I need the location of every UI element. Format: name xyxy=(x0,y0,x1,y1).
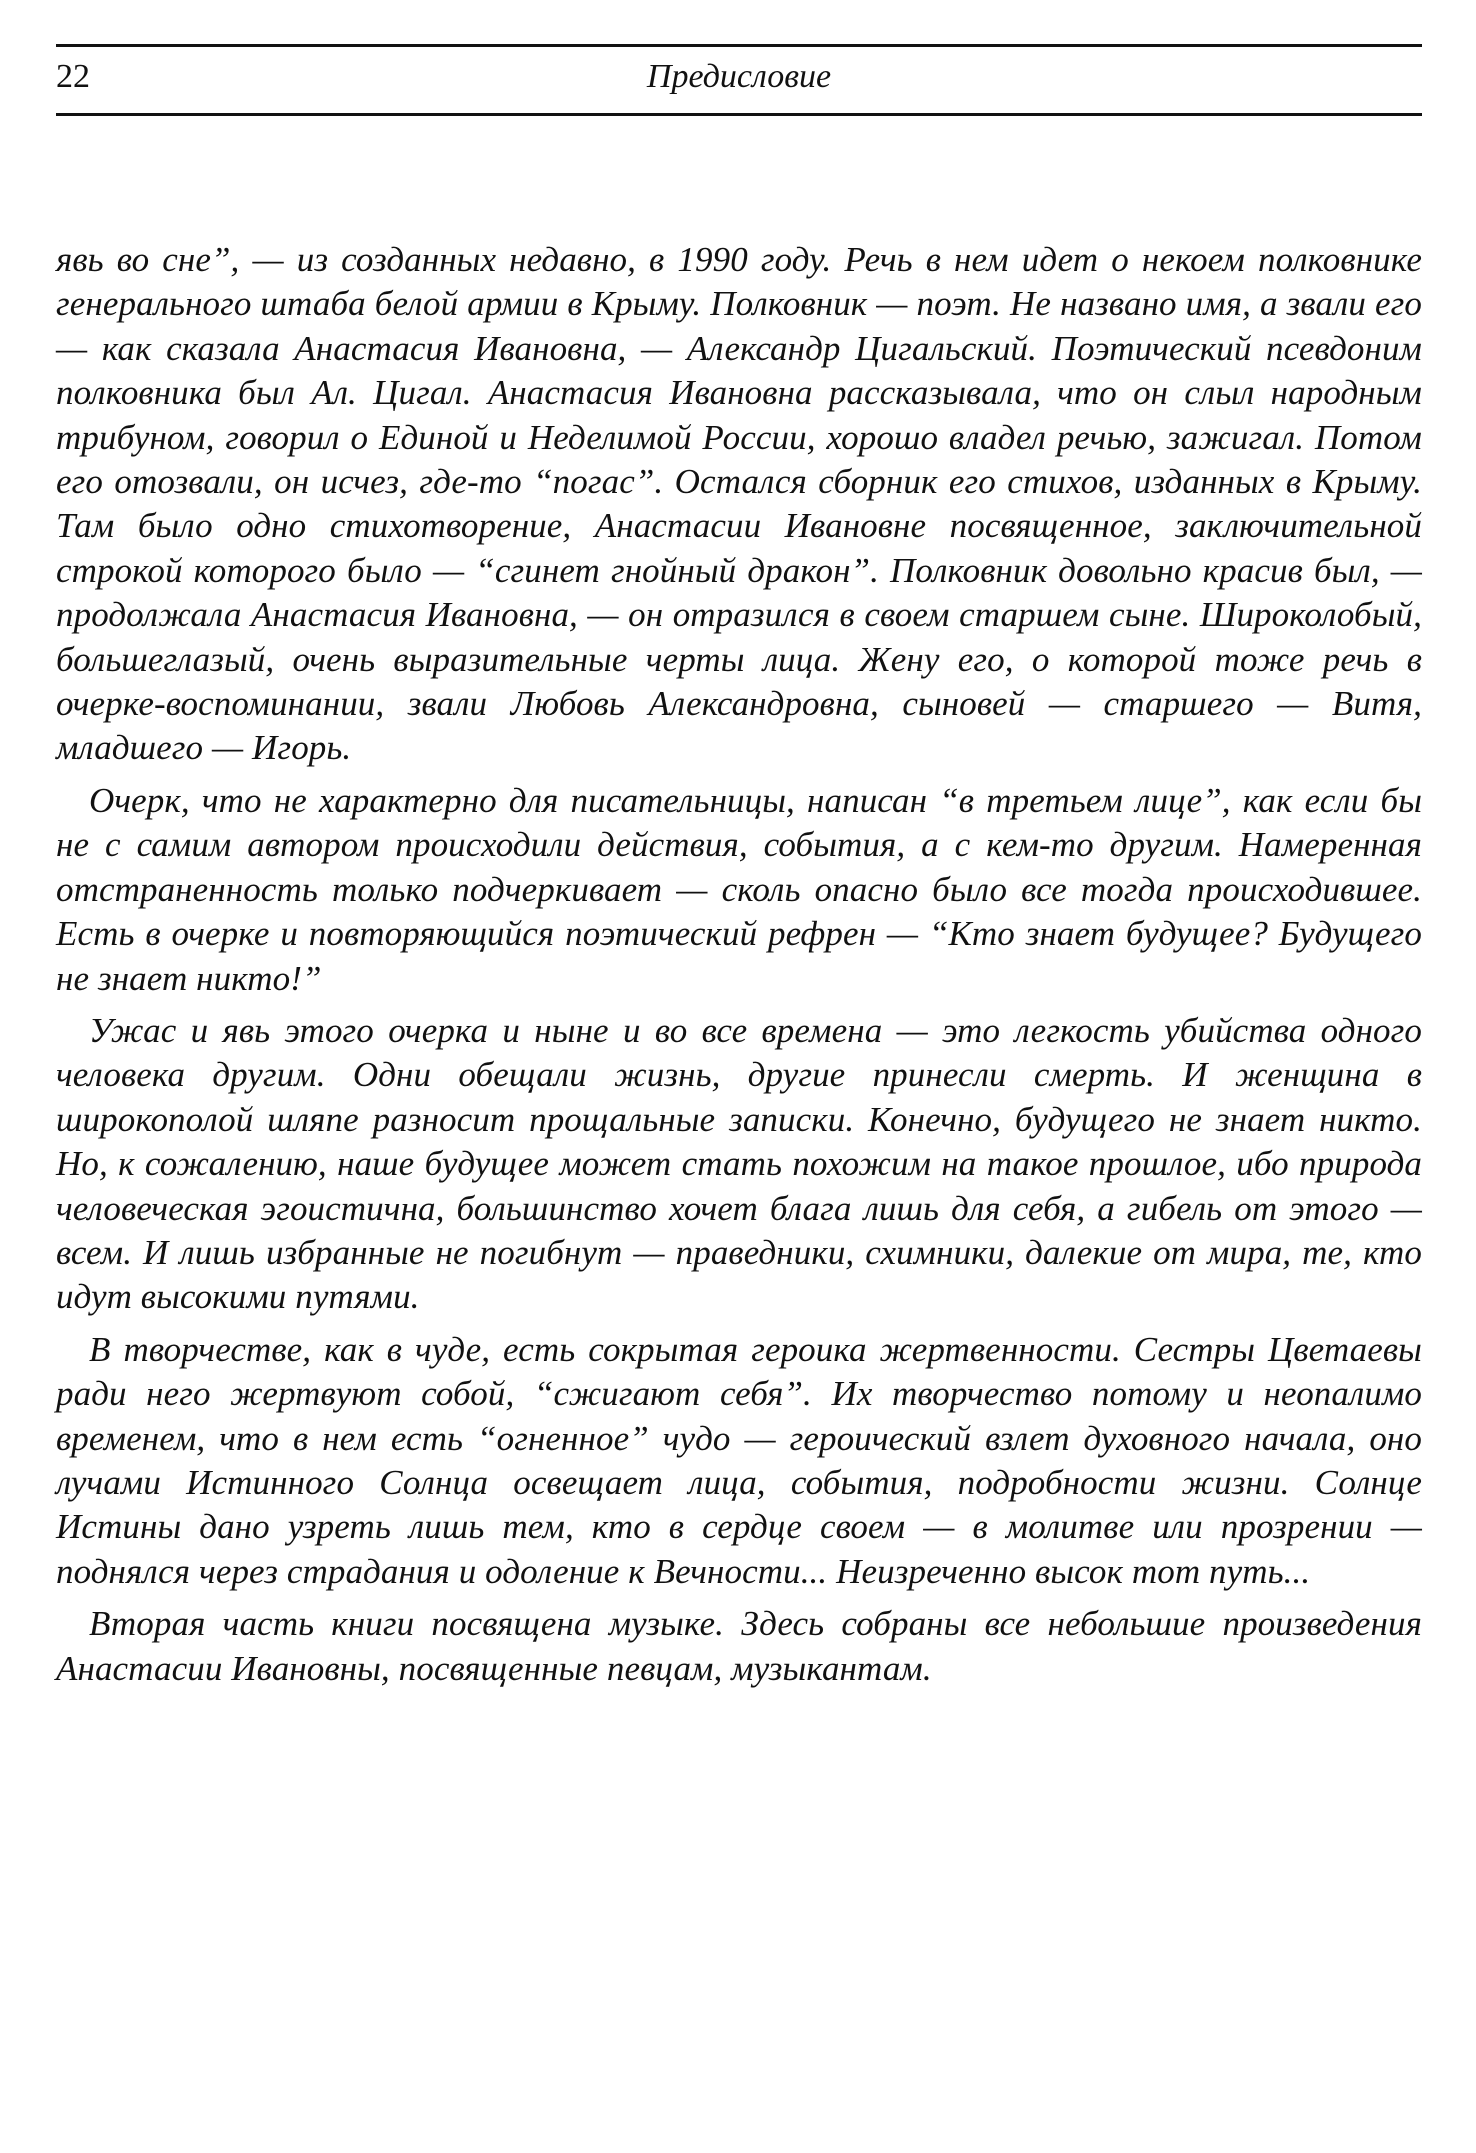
paragraph-1: явь во сне”, — из созданных недавно, в 1990 году. Речь в нем идет о некоем полковнике генерального штаба белой армии в Крыму. Полковник — поэт. Не названо имя, а звали его — как сказала Анастасия Ивановна, — Александр Цигальский. Поэтический псевдоним полковника был Ал. Цигал. Анастасия Ивановна рассказывала, что он слыл народным трибуном, говорил о Единой и Неделимой России, хорошо владел речью, зажигал. Потом его отозвали, он исчез, где-то “погас”. Остался сборник его стихов, изданных в Крыму. Там было одно стихотворение, Анастасии Ивановне посвященное, заключительной строкой которого было — “сгинет гнойный дракон”. Полковник довольно красив был, — продолжала Анастасия Ивановна, — он отразился в своем старшем сыне. Широколобый, большеглазый, очень выразительные черты лица. Жену его, о которой тоже речь в очерке-воспоминании, звали Любовь Александровна, сыновей — старшего — Витя, младшего — Игорь. xyxy=(56,240,1422,768)
running-title: Предисловие xyxy=(646,58,832,95)
paragraph-5: Вторая часть книги посвящена музыке. Здесь собраны все небольшие произведения Анастасии Ивановны, посвященные певцам, музыкантам. xyxy=(56,1604,1422,1688)
paragraph-4: В творчестве, как в чуде, есть сокрытая героика жертвенности. Сестры Цветаевы ради него жертвуют собой, “сжигают себя”. Их творчество потому и неопалимо временем, что в нем есть “огненное” чудо — героический взлет духовного начала, оно лучами Истинного Солнца освещает лица, события, подробности жизни. Солнце Истины дано узреть лишь тем, кто в сердце своем — в молитве или прозрении — поднялся через страдания и одоление к Вечности... Неизреченно высок тот путь... xyxy=(56,1329,1422,1591)
paragraph-2: Очерк, что не характерно для писательницы, написан “в третьем лице”, как если бы не с самим автором происходили действия, события, а с кем-то другим. Намеренная отстраненность только подчеркивает — сколь опасно было все тогда происходившее. Есть в очерке и повторяющийся поэтический рефрен — “Кто знает будущее? Будущего не знает никто!” xyxy=(56,780,1422,998)
body-text xyxy=(56,238,1422,1699)
paragraph-3: Ужас и явь этого очерка и ныне и во все времена — это легкость убийства одного человека другим. Одни обещали жизнь, другие принесли смерть. И женщина в широкополой шляпе разносит прощальные записки. Конечно, будущего не знает никто. Но, к сожалению, наше будущее может стать похожим на такое прошлое, ибо природа человеческая эгоистична, большинство хочет блага лишь для себя, а гибель от этого — всем. И лишь избранные не погибнут — праведники, схимники, далекие от мира, те, кто идут высокими путями. xyxy=(56,1010,1422,1317)
running-header xyxy=(56,44,1422,116)
page-number: 22 xyxy=(56,58,90,95)
